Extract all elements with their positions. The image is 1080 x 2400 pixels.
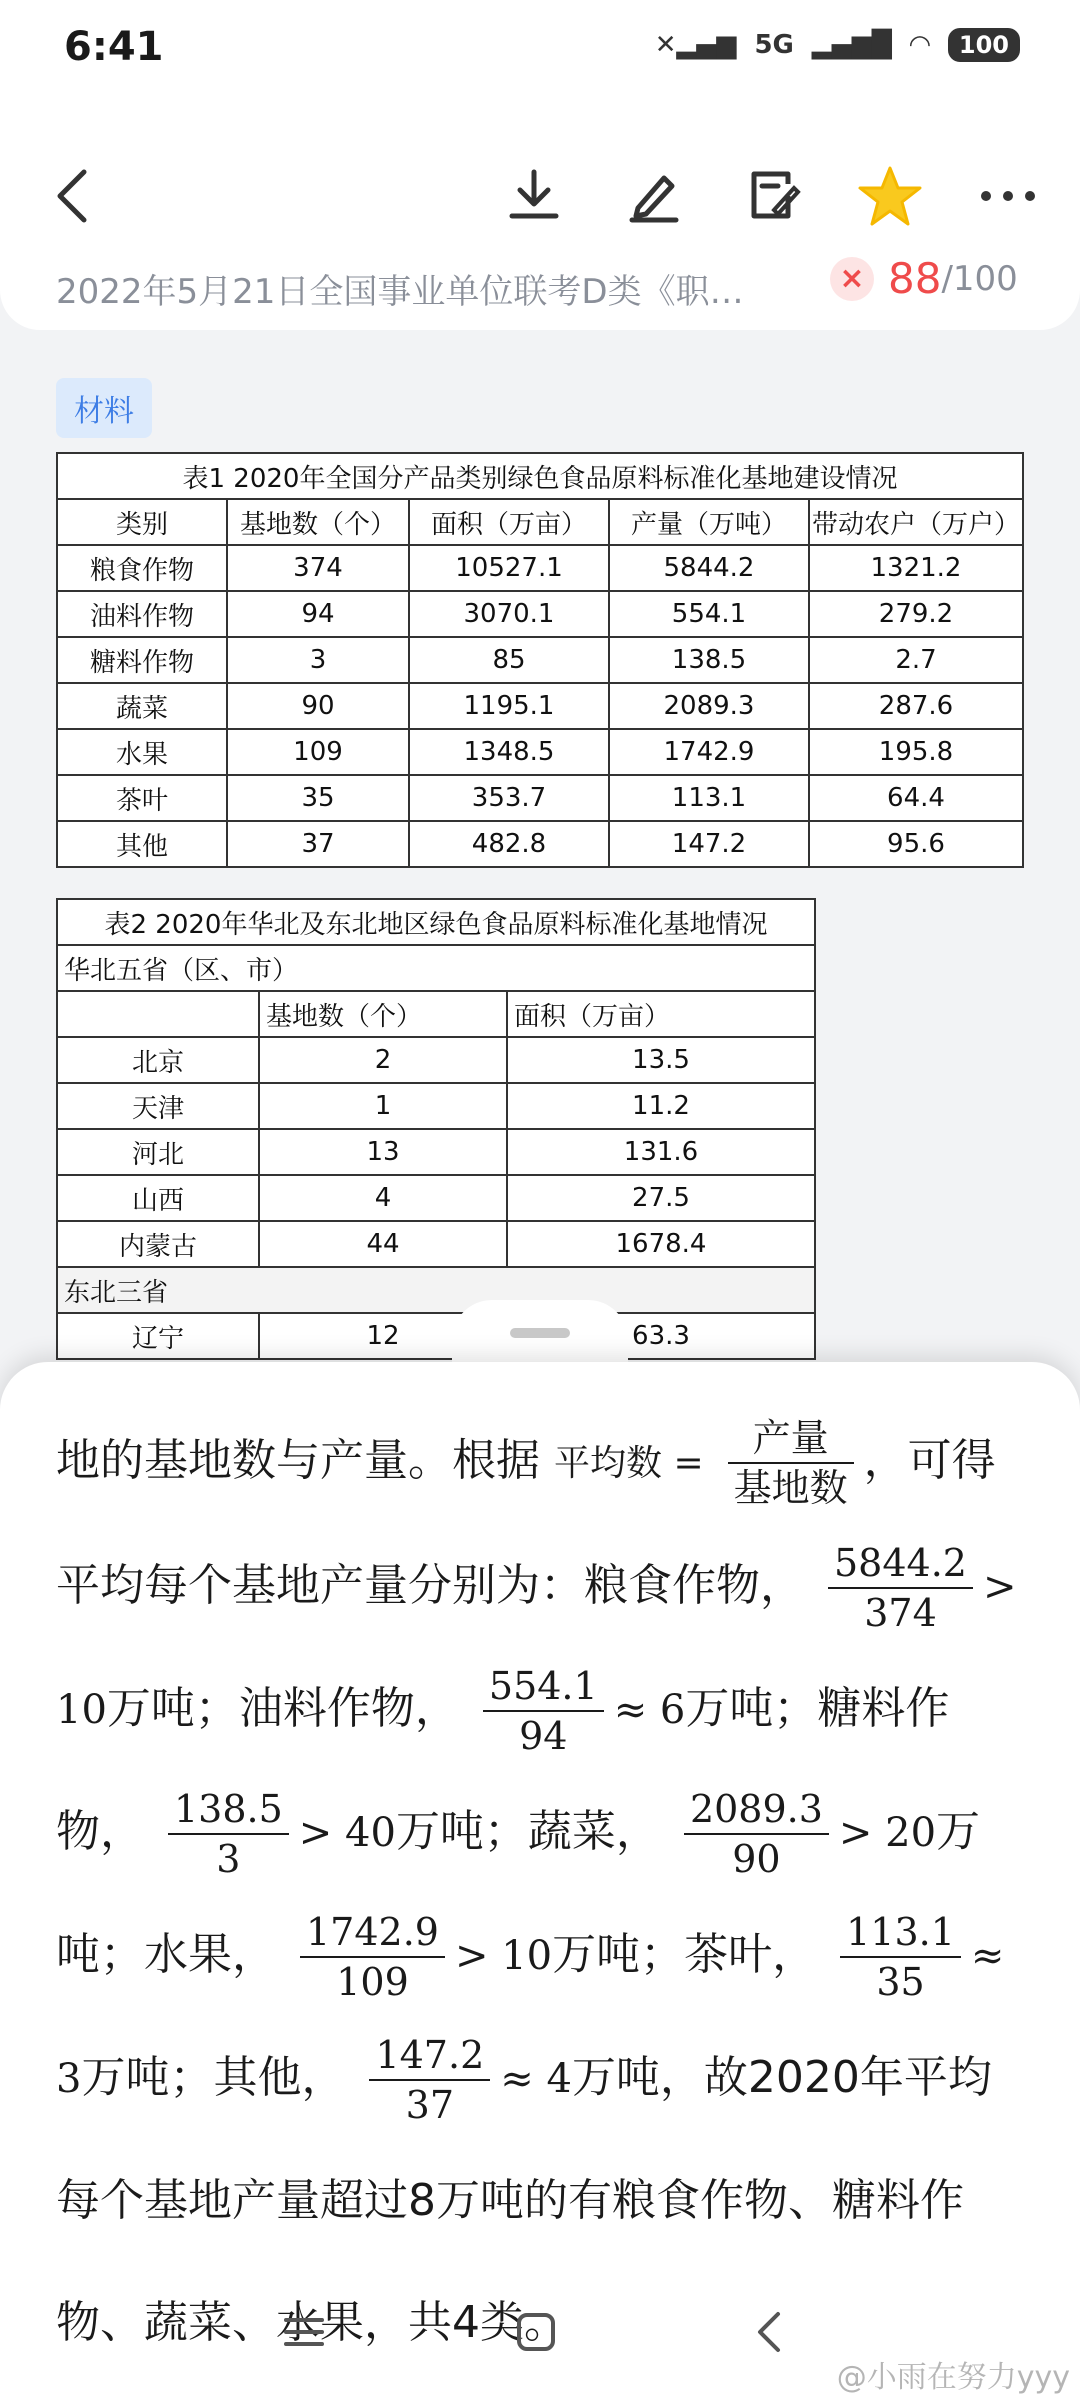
table-row xyxy=(57,1083,815,1129)
cell: 279.2 xyxy=(809,591,1023,637)
table-row xyxy=(57,591,1023,637)
exp-text: 万吨；糖料作物， xyxy=(56,1683,950,1857)
table-2-caption: 表2 2020年华北及东北地区绿色食品原料标准化基地情况 xyxy=(57,899,815,945)
header-cell: 基地数（个） xyxy=(259,991,507,1037)
menu-nav-button[interactable] xyxy=(282,2310,326,2358)
status-time: 6:41 xyxy=(64,24,164,70)
table-row xyxy=(57,683,1023,729)
header-cell xyxy=(57,991,259,1037)
status-icons xyxy=(655,28,1020,62)
table-2 xyxy=(56,898,816,1360)
cell: 3 xyxy=(227,637,409,683)
table-row xyxy=(57,1129,815,1175)
exp-text: 万吨；油料作物， xyxy=(106,1683,459,1734)
table-2-header-row xyxy=(57,991,815,1037)
table-row xyxy=(57,1175,815,1221)
table-row xyxy=(57,1037,815,1083)
table-1-header-row xyxy=(57,499,1023,545)
cell: 13 xyxy=(259,1129,507,1175)
table-row xyxy=(57,821,1023,867)
cell: 1348.5 xyxy=(409,729,609,775)
cell: 85 xyxy=(409,637,609,683)
cell: 37 xyxy=(227,821,409,867)
cell: 天津 xyxy=(57,1083,259,1129)
cell: 44 xyxy=(259,1221,507,1267)
cell: 10527.1 xyxy=(409,545,609,591)
table-row xyxy=(57,545,1023,591)
cell: 12 xyxy=(259,1313,507,1359)
download-icon xyxy=(504,166,564,226)
header-cell: 带动农户（万户） xyxy=(809,499,1023,545)
cell: 195.8 xyxy=(809,729,1023,775)
exam-title[interactable]: 2022年5月21日全国事业单位联考D类《职… xyxy=(56,272,744,312)
result-4: > 20 xyxy=(838,1810,937,1856)
fraction-3: $\frac{138.5}{3}$ xyxy=(168,1785,289,1883)
download-button[interactable] xyxy=(498,160,570,232)
table-1-caption: 表1 2020年全国分产品类别绿色食品原料标准化基地建设情况 xyxy=(57,453,1023,499)
exp-text: 万吨；水果， xyxy=(56,1806,981,1980)
cell: 2089.3 xyxy=(609,683,809,729)
explanation-text xyxy=(56,1400,1026,2384)
table-row xyxy=(57,775,1023,821)
menu-icon xyxy=(282,2310,326,2354)
score-value: 88 xyxy=(888,254,942,303)
back-nav-button[interactable] xyxy=(748,2310,792,2358)
status-bar xyxy=(0,0,1080,100)
formula-fraction: $\frac{\text{产量}}{\text{基地数}}$ xyxy=(728,1414,854,1512)
exp-text: 万吨；茶叶， xyxy=(552,1929,817,1980)
signal-strength-icon: ▂▄▆█ xyxy=(811,30,892,60)
score-total: /100 xyxy=(941,258,1018,299)
formula-label: 平均数 = xyxy=(554,1443,704,1484)
fraction-7: $\frac{147.2}{37}$ xyxy=(369,2031,490,2129)
cell: 482.8 xyxy=(409,821,609,867)
fraction-4: $\frac{2089.3}{90}$ xyxy=(684,1785,829,1883)
cell: 内蒙古 xyxy=(57,1221,259,1267)
home-square-icon xyxy=(514,2310,558,2354)
favorite-button[interactable] xyxy=(854,160,926,232)
table-row xyxy=(57,729,1023,775)
cell: 138.5 xyxy=(609,637,809,683)
cell: 64.4 xyxy=(809,775,1023,821)
result-2: ≈ 6 xyxy=(613,1687,686,1733)
battery-icon: 100 xyxy=(948,28,1020,62)
cell: 113.1 xyxy=(609,775,809,821)
fraction-1: $\frac{5844.2}{374}$ xyxy=(828,1539,973,1637)
cell: 1742.9 xyxy=(609,729,809,775)
result-3: > 40 xyxy=(298,1810,396,1856)
header-cell: 类别 xyxy=(57,499,227,545)
exp-text: 万吨，故2020年平均每个基地产量超过8万吨的有粮食作物、糖料作物、蔬菜、水果，共4类。 xyxy=(56,2052,992,2348)
cell: 1 xyxy=(259,1083,507,1129)
more-dots-icon xyxy=(978,186,1038,206)
cell: 其他 xyxy=(57,821,227,867)
exp-text: 万吨；其他， xyxy=(81,2052,346,2103)
wifi-icon: ◠ xyxy=(909,30,930,60)
header-cell: 面积（万亩） xyxy=(507,991,815,1037)
cell: 河北 xyxy=(57,1129,259,1175)
header-cell: 面积（万亩） xyxy=(409,499,609,545)
result-1: > 10 xyxy=(56,1564,1017,1733)
result-6: ≈ 3 xyxy=(56,1933,1005,2102)
cell: 95.6 xyxy=(809,821,1023,867)
network-label: 5G xyxy=(754,30,794,60)
material-tag: 材料 xyxy=(56,378,152,438)
cell: 3070.1 xyxy=(409,591,609,637)
cell: 353.7 xyxy=(409,775,609,821)
cell: 131.6 xyxy=(507,1129,815,1175)
cell: 蔬菜 xyxy=(57,683,227,729)
cell: 1321.2 xyxy=(809,545,1023,591)
table-row xyxy=(57,1313,815,1359)
cell: 山西 xyxy=(57,1175,259,1221)
cell: 2 xyxy=(259,1037,507,1083)
cell: 554.1 xyxy=(609,591,809,637)
cell: 油料作物 xyxy=(57,591,227,637)
cell: 94 xyxy=(227,591,409,637)
cell: 2.7 xyxy=(809,637,1023,683)
back-button[interactable] xyxy=(36,160,108,232)
top-bar xyxy=(0,100,1080,330)
signal-icon: ✕▂▄▆ xyxy=(654,30,737,60)
header-cell: 基地数（个） xyxy=(227,499,409,545)
cell: 5844.2 xyxy=(609,545,809,591)
cell: 109 xyxy=(227,729,409,775)
cell: 374 xyxy=(227,545,409,591)
result-5: > 10 xyxy=(454,1933,553,1979)
table-row xyxy=(57,637,1023,683)
cell: 287.6 xyxy=(809,683,1023,729)
wrong-icon: × xyxy=(830,257,874,301)
drag-handle[interactable] xyxy=(510,1328,570,1338)
cell: 11.2 xyxy=(507,1083,815,1129)
cell: 4 xyxy=(259,1175,507,1221)
exp-text: ，可得平均每个基地产量分别为：粮食作物， xyxy=(56,1435,996,1611)
cell: 辽宁 xyxy=(57,1313,259,1359)
fraction-6: $\frac{113.1}{35}$ xyxy=(840,1908,961,2006)
score-display xyxy=(830,254,1018,303)
cell: 1195.1 xyxy=(409,683,609,729)
cell: 147.2 xyxy=(609,821,809,867)
back-nav-icon xyxy=(748,2310,792,2354)
cell: 茶叶 xyxy=(57,775,227,821)
table-1 xyxy=(56,452,1024,868)
table-2-group-northeast: 东北三省 xyxy=(57,1267,815,1313)
note-icon xyxy=(744,166,804,226)
note-button[interactable] xyxy=(738,160,810,232)
cell: 27.5 xyxy=(507,1175,815,1221)
fraction-5: $\frac{1742.9}{109}$ xyxy=(300,1908,445,2006)
more-button[interactable] xyxy=(972,160,1044,232)
cell: 糖料作物 xyxy=(57,637,227,683)
table-2-group-north: 华北五省（区、市） xyxy=(57,945,815,991)
table-row xyxy=(57,1221,815,1267)
cell: 粮食作物 xyxy=(57,545,227,591)
cell: 1678.4 xyxy=(507,1221,815,1267)
star-icon xyxy=(858,164,922,228)
cell: 13.5 xyxy=(507,1037,815,1083)
exp-text: 万吨；蔬菜， xyxy=(395,1806,660,1857)
back-arrow-icon xyxy=(50,166,94,226)
cell: 水果 xyxy=(57,729,227,775)
watermark: @小雨在努力yyy xyxy=(836,2360,1070,2395)
cell: 90 xyxy=(227,683,409,729)
cell: 35 xyxy=(227,775,409,821)
pencil-icon xyxy=(624,166,684,226)
home-nav-button[interactable] xyxy=(514,2310,558,2358)
cell: 北京 xyxy=(57,1037,259,1083)
exp-text: 地的基地数与产量。根据 xyxy=(56,1435,540,1486)
result-7: ≈ 4 xyxy=(500,2056,572,2102)
header-cell: 产量（万吨） xyxy=(609,499,809,545)
fraction-2: $\frac{554.1}{94}$ xyxy=(483,1662,604,1760)
cell: 63.3 xyxy=(507,1313,815,1359)
edit-button[interactable] xyxy=(618,160,690,232)
